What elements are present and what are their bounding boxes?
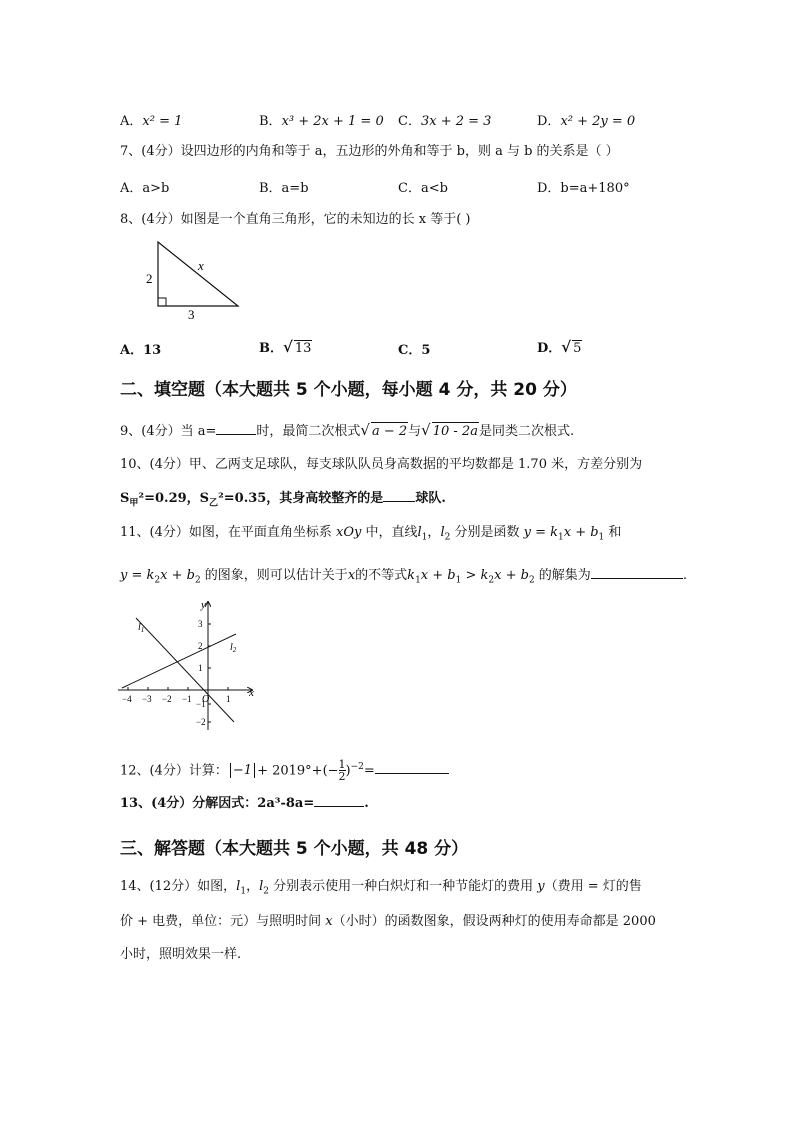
q11-math: y = k [120,568,155,583]
q11-text: 的图象，则可以估计关于 [200,568,348,583]
q14-text: ， [246,879,260,894]
q10-text: S [120,491,130,506]
subscript: 1 [558,532,564,543]
q7-stem: 7、(4分）设四边形的内角和等于 a，五边形的外角和等于 b，则 a 与 b 的关系是（ ） [120,144,619,159]
q11-line-2 [120,565,687,590]
svg-text:−3: −3 [142,694,152,704]
q9-text: 时，最简二次根式 [256,424,361,439]
svg-text:−4: −4 [122,694,132,704]
section-2-heading: 二、填空题（本大题共 5 个小题，每小题 4 分，共 20 分） [120,380,577,400]
q13-line [120,793,369,813]
axis-label-x: x [249,687,254,699]
subscript: 乙 [209,498,219,509]
radical-sign: √ [561,338,572,356]
answer-blank[interactable] [383,488,415,502]
q14-text: （小时）的函数图象，假设两种灯的使用寿命都是 2000 [332,914,656,929]
triangle-shape [158,242,238,306]
q11-coordinate-graph [112,596,262,736]
triangle-figure [140,236,250,322]
q8-option-a: A．13 [120,343,162,358]
option-expr: x² + 2y = 0 [560,114,636,129]
q9-text: 是同类二次根式. [478,424,575,439]
radicand: 10 - 2a [432,424,478,439]
numerator: 1 [338,758,346,772]
subscript: 2 [488,575,495,586]
answer-blank[interactable] [375,760,449,774]
radicand: 5 [573,341,582,356]
q7-option-c: C．a<b [398,181,448,196]
answer-blank[interactable] [591,565,683,579]
q7-option-d: D．b=a+180° [537,181,630,196]
q12-text: ) [345,763,351,779]
svg-text:−1: −1 [182,694,192,704]
q11-text: 分别是函数 [450,525,524,540]
option-label: C． [398,114,421,129]
option-label: A． [120,114,143,129]
q12-text: = [363,763,375,779]
option-expr: 3x + 2 = 3 [420,114,492,129]
q11-math: > k [461,568,489,583]
q11-math: x + b [563,525,599,540]
q14-text: （费用 = 灯的售 [544,879,642,894]
q11-text: 中，直线 [361,525,418,540]
q11-math: x + b [160,568,195,583]
q11-math: x [347,568,356,583]
q9-line [120,421,574,441]
q9-text: 9、(4分）当 a= [120,424,217,439]
subscript: 2 [528,575,535,586]
q14-text: 14、(12分）如图， [120,879,237,894]
exponent: −2 [350,762,364,772]
svg-text:1: 1 [226,694,231,704]
q14-math: x [325,914,333,929]
side-label-hyp: x [198,258,204,273]
radical-sign: √ [283,338,293,356]
q8-stem: 8、(4分）如图是一个直角三角形，它的未知边的长 x 等于( ) [120,212,471,227]
q11-math: k [407,568,416,583]
q11-math: x + b [494,568,529,583]
q6-option-c [398,110,491,129]
subscript: 1 [421,532,428,543]
line-l2 [122,634,236,688]
denominator: 2 [338,770,346,784]
subscript: 2 [263,886,269,897]
q14-math: y [537,879,545,894]
subscript: 1 [455,575,462,586]
q14-text: 价 + 电费，单位：元）与照明时间 [120,914,326,929]
q12-line [120,752,449,786]
q10-text: ²=0.35，其身高较整齐的是 [218,491,384,506]
q7-option-a: A．a>b [120,181,170,196]
radicand: 13 [294,341,312,356]
q11-text: . [682,568,687,583]
line-l1 [136,618,234,722]
q10-text: ²=0.29，S [138,491,210,506]
q14-math: l [236,879,241,894]
q8-option-c: C．5 [398,343,431,358]
radical-sign: √ [360,421,370,439]
q14-line-3: 小时，照明效果一样. [120,947,242,962]
q11-text: 的解集为 [534,568,591,583]
svg-text:−2: −2 [196,717,206,727]
subscript: 2 [444,532,451,543]
fraction [339,759,346,782]
subscript: 1 [415,575,421,586]
q11-math: l [417,525,422,540]
abs-value: −1 [230,763,255,778]
q11-math: xOy [336,525,362,540]
q14-line-1 [120,878,642,901]
svg-text:−1: −1 [196,699,206,709]
q12-text: 12、(4分）计算： [120,763,228,779]
q14-line-2 [120,913,656,931]
side-label-bottom: 3 [188,307,195,322]
option-expr: x³ + 2x + 1 = 0 [281,114,384,129]
q7-option-b: B．a=b [259,181,309,196]
q13-text: 13、(4分）分解因式：2a³-8a= [120,796,315,811]
svg-text:1: 1 [198,663,203,673]
svg-text:−2: −2 [162,694,172,704]
q14-math: l [259,879,264,894]
axis-label-y: y [201,599,206,611]
option-label: B． [259,114,282,129]
svg-text:3: 3 [198,619,203,629]
option-label: B． [259,341,283,356]
q10-line-2 [120,488,446,513]
q11-text: ， [427,525,441,540]
subscript: 甲 [129,498,139,509]
q6-option-a [120,110,182,129]
q9-text: 与 [408,424,422,439]
radical-sign: √ [421,421,431,439]
q14-text: 分别表示使用一种白炽灯和一种节能灯的费用 [268,879,538,894]
q11-text: 11、(4分）如图，在平面直角坐标系 [120,525,337,540]
origin-label: O [202,694,210,705]
q6-option-b [259,110,384,129]
q12-text: + 2019°+(− [257,763,339,779]
x-tick-labels [122,694,231,704]
q10-text: 球队. [415,491,446,506]
radicand: a − 2 [371,424,408,439]
side-label-left: 2 [146,271,153,286]
q8-option-b [259,337,312,356]
subscript: 2 [154,575,161,586]
q8-option-d [537,337,582,356]
line-label-l1: $l_1$ [138,622,145,634]
q10-line-1: 10、(4分）甲、乙两支足球队，每支球队队员身高数据的平均数都是 1.70 米，方差分别为 [120,457,643,472]
q11-text: 和 [604,525,622,540]
y-tick-labels [196,619,206,727]
line-label-l2: $l_2$ [230,642,237,654]
q11-math: y = k [523,525,558,540]
svg-text:2: 2 [198,641,203,651]
answer-blank[interactable] [314,793,364,807]
option-expr: x² = 1 [142,114,183,129]
subscript: 1 [240,886,247,897]
subscript: 1 [598,532,605,543]
q11-line-1 [120,524,621,547]
option-label: D． [537,341,562,356]
q11-math: x + b [420,568,456,583]
q11-math: l [440,525,445,540]
answer-blank[interactable] [216,421,256,435]
section-3-heading: 三、解答题（本大题共 5 个小题，共 48 分） [120,839,469,859]
q6-option-d [537,110,635,129]
subscript: 2 [194,575,201,586]
right-angle-mark [158,298,166,306]
option-label: D． [537,114,561,129]
q13-text: . [364,796,369,811]
q11-text: 的不等式 [355,568,408,583]
